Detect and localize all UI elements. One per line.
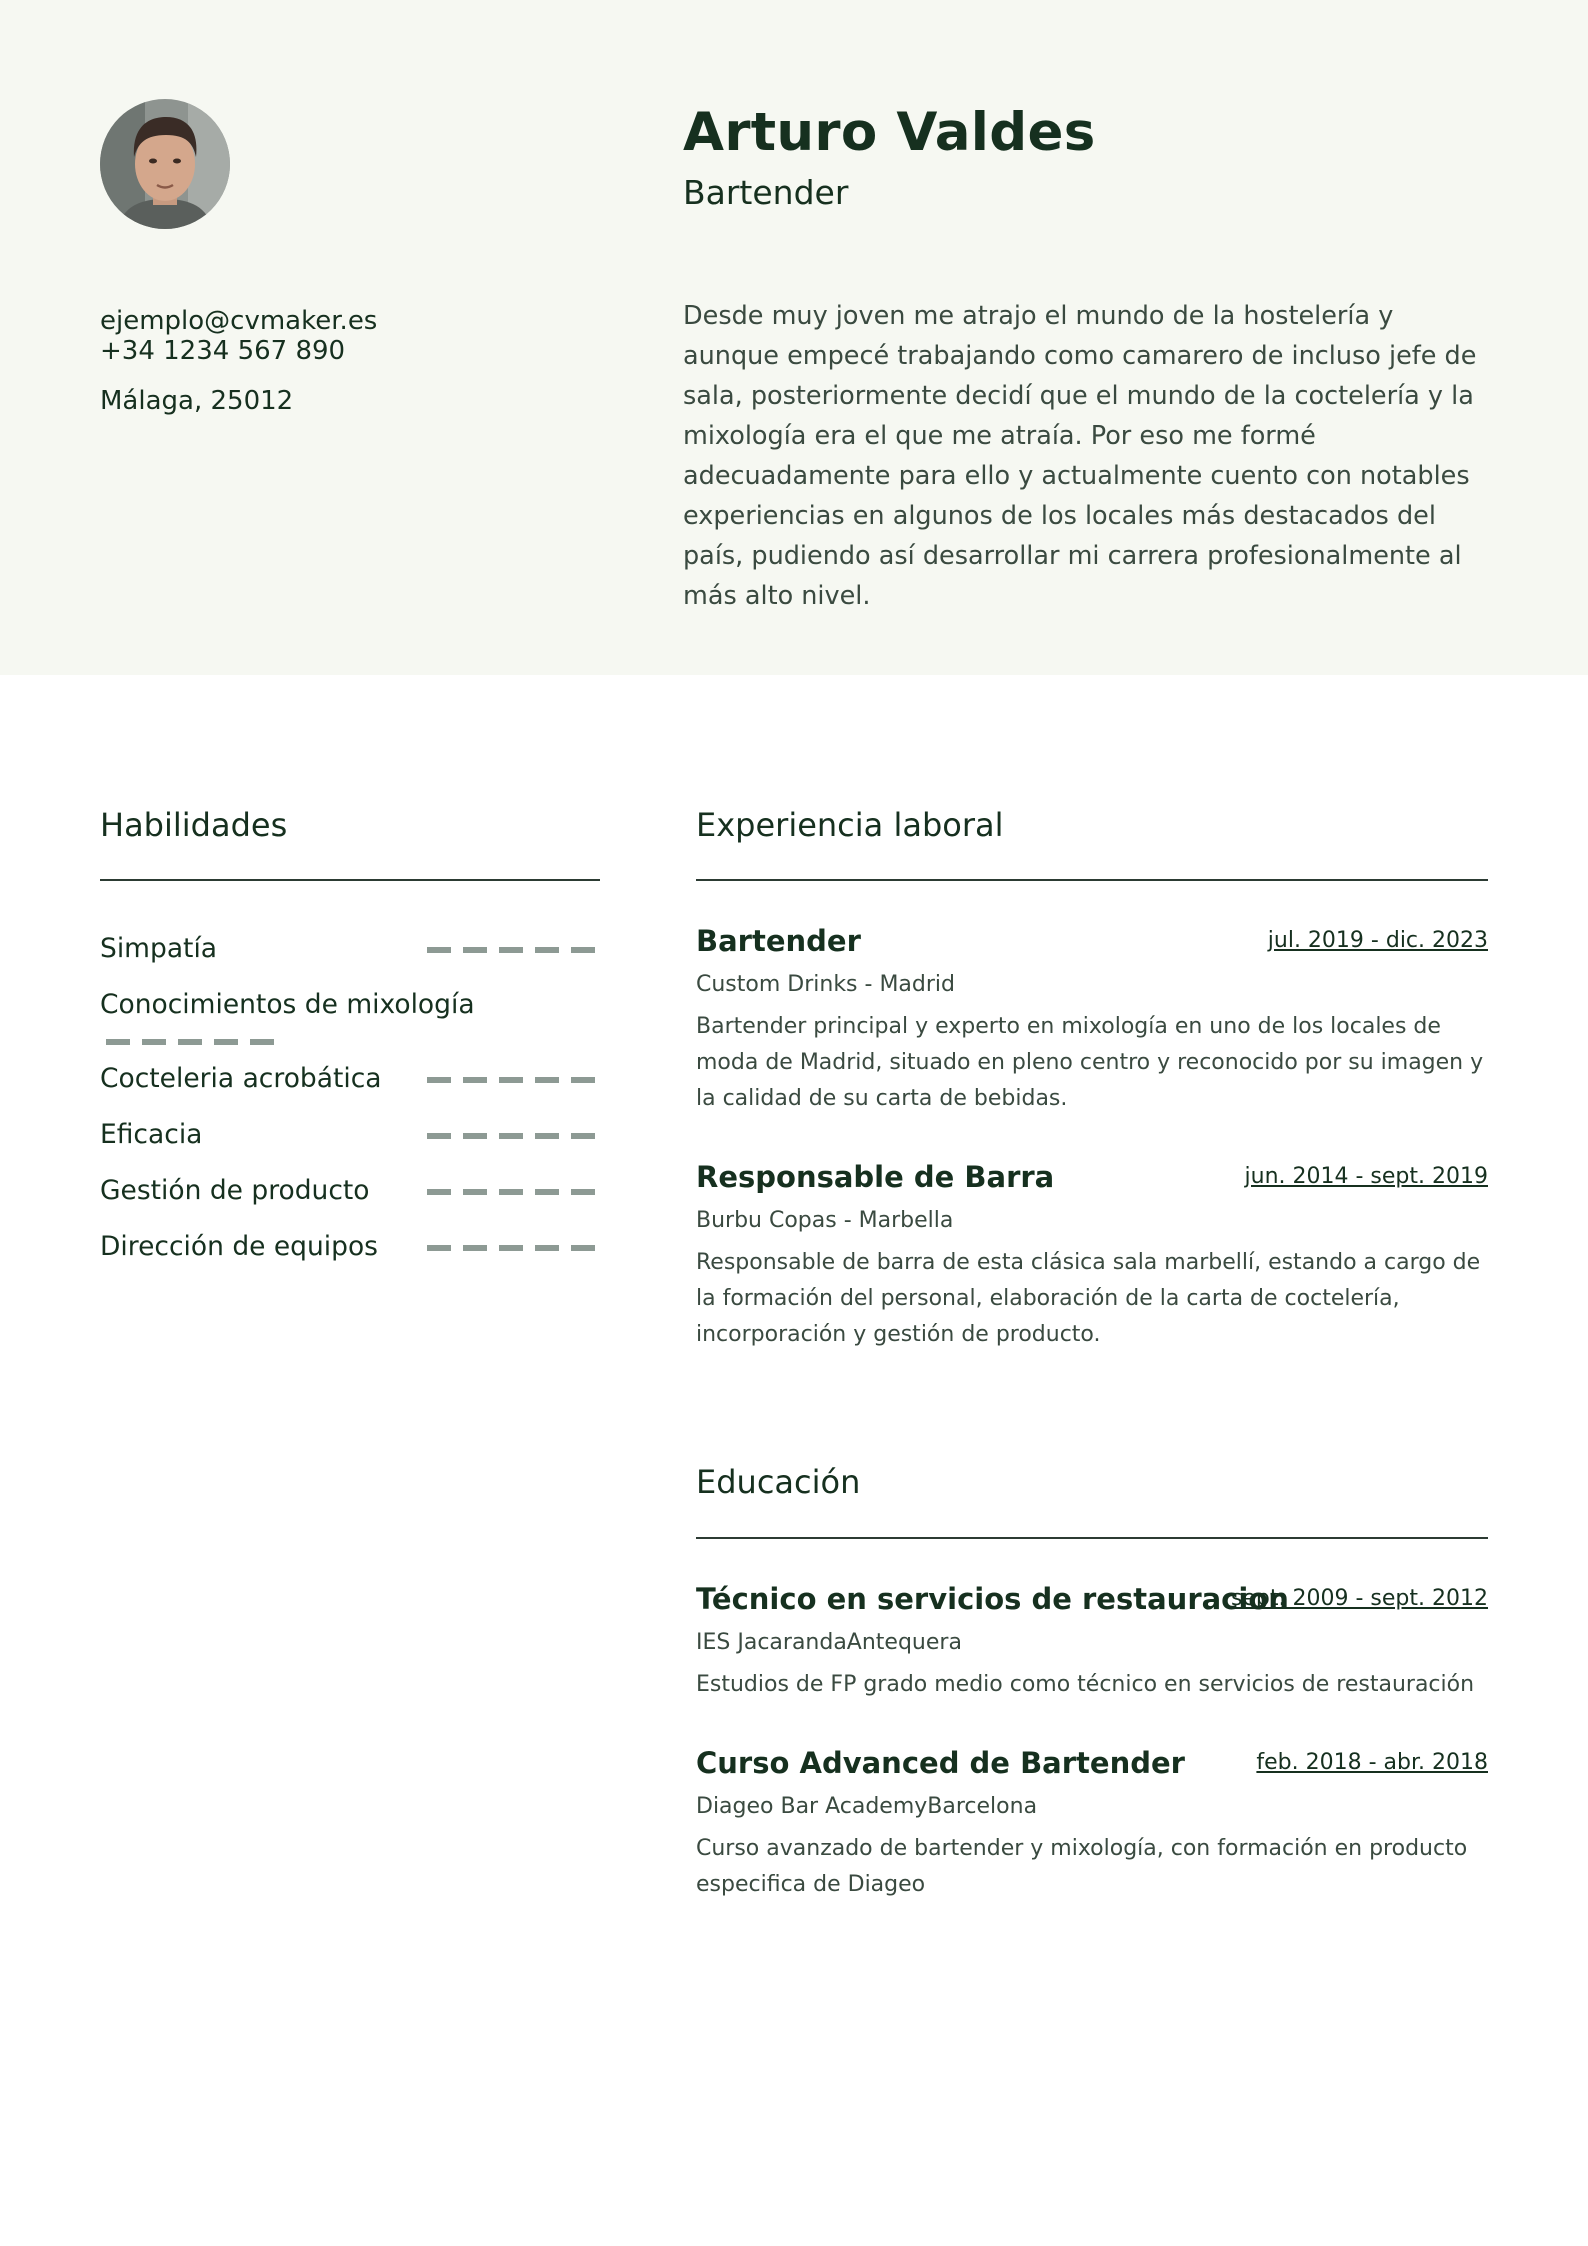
education-school: Diageo Bar AcademyBarcelona [696, 1794, 1038, 1819]
education-description: Curso avanzado de bartender y mixología, con formación en producto especifica de Diageo [696, 1836, 1468, 1897]
skill-label: Eficacia [100, 1119, 203, 1150]
job-title: Bartender [683, 173, 849, 212]
skill-label: Dirección de equipos [100, 1231, 378, 1262]
avatar [100, 99, 230, 229]
experience-company: Burbu Copas - Marbella [696, 1208, 954, 1233]
page-title: Arturo Valdes [683, 102, 1096, 163]
education-description: Estudios de FP grado medio como técnico en servicios de restauración [696, 1672, 1475, 1697]
skill-rating [427, 947, 595, 953]
education-dates: feb. 2018 - abr. 2018 [1256, 1750, 1488, 1775]
skill-label: Conocimientos de mixología [100, 989, 475, 1020]
experience-description: Bartender principal y experto en mixología en uno de los locales de moda de Madrid, situado en pleno centro y reconocido por su imagen y la calidad de su carta de bebidas. [696, 1014, 1484, 1111]
skill-rating [427, 1077, 595, 1083]
experience-title: Bartender [696, 924, 861, 958]
education-divider [696, 1537, 1488, 1539]
profile-summary: Desde muy joven me atrajo el mundo de la hostelería y aunque empecé trabajando como camarero de incluso jefe de sala, posteriormente decidí que el mundo de la coctelería y la mixología era el que me atraía. Por eso me formé adecuadamente para ello y actualmente cuento con notables experiencias en algunos de los locales más destacados del país, pudiendo así desarrollar mi carrera profesionalmente al más alto nivel. [683, 301, 1477, 611]
experience-description: Responsable de barra de esta clásica sala marbellí, estando a cargo de la formación del personal, elaboración de la carta de coctelería, incorporación y gestión de producto. [696, 1250, 1481, 1347]
skill-rating [106, 1039, 274, 1045]
experience-divider [696, 879, 1488, 881]
skills-divider [100, 879, 600, 881]
contact-email: ejemplo@cvmaker.es [100, 306, 378, 336]
skills-heading: Habilidades [100, 806, 288, 844]
education-school: IES JacarandaAntequera [696, 1630, 962, 1655]
experience-heading: Experiencia laboral [696, 806, 1004, 844]
experience-dates: jun. 2014 - sept. 2019 [1244, 1164, 1488, 1189]
education-title: Curso Advanced de Bartender [696, 1746, 1185, 1780]
skill-rating [427, 1189, 595, 1195]
education-heading: Educación [696, 1463, 861, 1501]
skill-rating [427, 1133, 595, 1139]
person-photo-icon [100, 99, 230, 229]
experience-company: Custom Drinks - Madrid [696, 972, 955, 997]
skill-rating [427, 1245, 595, 1251]
experience-dates: jul. 2019 - dic. 2023 [1267, 928, 1488, 953]
experience-title: Responsable de Barra [696, 1160, 1055, 1194]
skill-label: Cocteleria acrobática [100, 1063, 382, 1094]
education-dates: sept. 2009 - sept. 2012 [1230, 1586, 1488, 1611]
skill-label: Gestión de producto [100, 1175, 370, 1206]
skill-label: Simpatía [100, 933, 218, 964]
contact-location: Málaga, 25012 [100, 386, 294, 416]
contact-phone: +34 1234 567 890 [100, 336, 346, 366]
education-title: Técnico en servicios de restauracion [696, 1582, 1289, 1616]
